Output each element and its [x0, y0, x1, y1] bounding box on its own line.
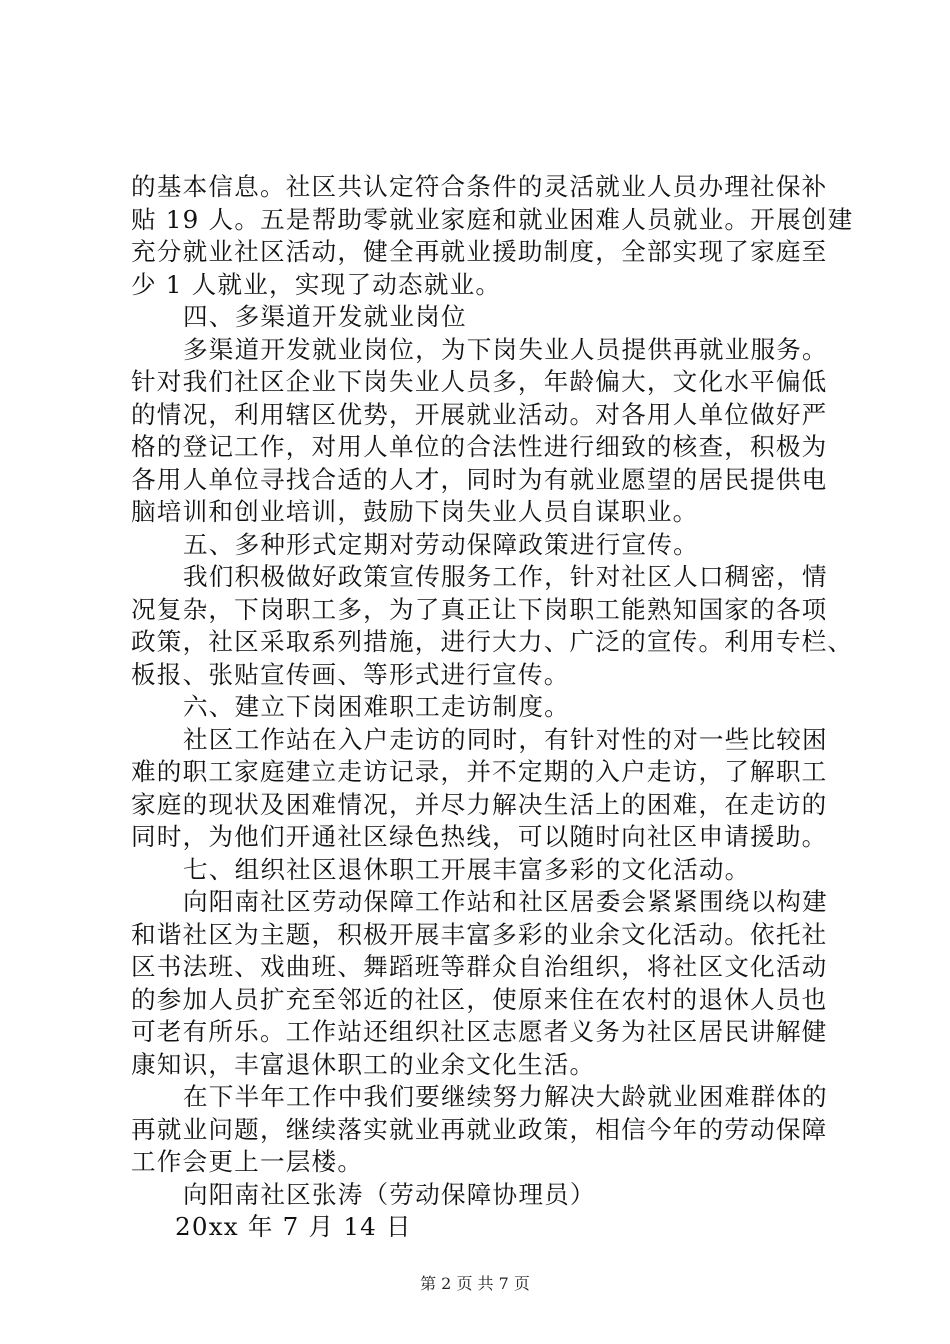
text-line: 的基本信息。社区共认定符合条件的灵活就业人员办理社保补 [131, 172, 828, 201]
text-line: 各用人单位寻找合适的人才，同时为有就业愿望的居民提供电 [131, 464, 828, 494]
text-line: 六、建立下岗困难职工走访制度。 [183, 692, 570, 721]
text-line: 板报、张贴宣传画、等形式进行宣传。 [131, 659, 570, 689]
text-line: 少 1 人就业，实现了动态就业。 [131, 269, 502, 299]
text-line: 七、组织社区退休职工开展丰富多彩的文化活动。 [183, 854, 751, 884]
page-footer: 第 2 页 共 7 页 [420, 1274, 530, 1293]
text-line: 格的登记工作，对用人单位的合法性进行细致的核查，积极为 [131, 432, 828, 461]
text-line: 在下半年工作中我们要继续努力解决大龄就业困难群体的 [183, 1082, 828, 1111]
text-line: 政策，社区采取系列措施，进行大力、广泛的宣传。利用专栏、 [131, 627, 854, 656]
text-line: 五、多种形式定期对劳动保障政策进行宣传。 [183, 529, 699, 559]
text-line: 四、多渠道开发就业岗位 [183, 302, 467, 331]
text-line: 难的职工家庭建立走访记录，并不定期的入户走访，了解职工 [131, 757, 828, 786]
text-line: 向阳南社区张涛（劳动保障协理员） [183, 1179, 596, 1209]
text-line: 的参加人员扩充至邻近的社区，使原来住在农村的退休人员也 [131, 984, 828, 1014]
text-line: 脑培训和创业培训，鼓励下岗失业人员自谋职业。 [131, 497, 699, 526]
text-line: 况复杂，下岗职工多，为了真正让下岗职工能熟知国家的各项 [131, 594, 828, 624]
text-line: 社区工作站在入户走访的同时，有针对性的对一些比较困 [183, 724, 828, 754]
text-line: 和谐社区为主题，积极开展丰富多彩的业余文化活动。依托社 [131, 919, 828, 949]
text-line: 充分就业社区活动，健全再就业援助制度，全部实现了家庭至 [131, 237, 828, 266]
text-line: 家庭的现状及困难情况，并尽力解决生活上的困难，在走访的 [131, 789, 828, 819]
text-line: 贴 19 人。五是帮助零就业家庭和就业困难人员就业。开展创建 [131, 204, 854, 234]
text-line: 可老有所乐。工作站还组织社区志愿者义务为社区居民讲解健 [131, 1017, 828, 1046]
text-line: 工作会更上一层楼。 [131, 1147, 364, 1176]
text-line: 向阳南社区劳动保障工作站和社区居委会紧紧围绕以构建 [183, 887, 828, 916]
text-line: 区书法班、戏曲班、舞蹈班等群众自治组织，将社区文化活动 [131, 952, 828, 981]
text-line: 康知识，丰富退休职工的业余文化生活。 [131, 1049, 596, 1079]
text-line: 我们积极做好政策宣传服务工作，针对社区人口稠密，情 [183, 562, 828, 591]
text-line: 同时，为他们开通社区绿色热线，可以随时向社区申请援助。 [131, 822, 828, 851]
text-line: 20xx 年 7 月 14 日 [175, 1212, 412, 1241]
document-body [131, 171, 854, 1244]
text-line: 的情况，利用辖区优势，开展就业活动。对各用人单位做好严 [131, 399, 828, 429]
text-line: 多渠道开发就业岗位，为下岗失业人员提供再就业服务。 [183, 334, 828, 364]
text-line: 再就业问题，继续落实就业再就业政策，相信今年的劳动保障 [131, 1114, 828, 1144]
text-line: 针对我们社区企业下岗失业人员多，年龄偏大，文化水平偏低 [131, 367, 828, 396]
